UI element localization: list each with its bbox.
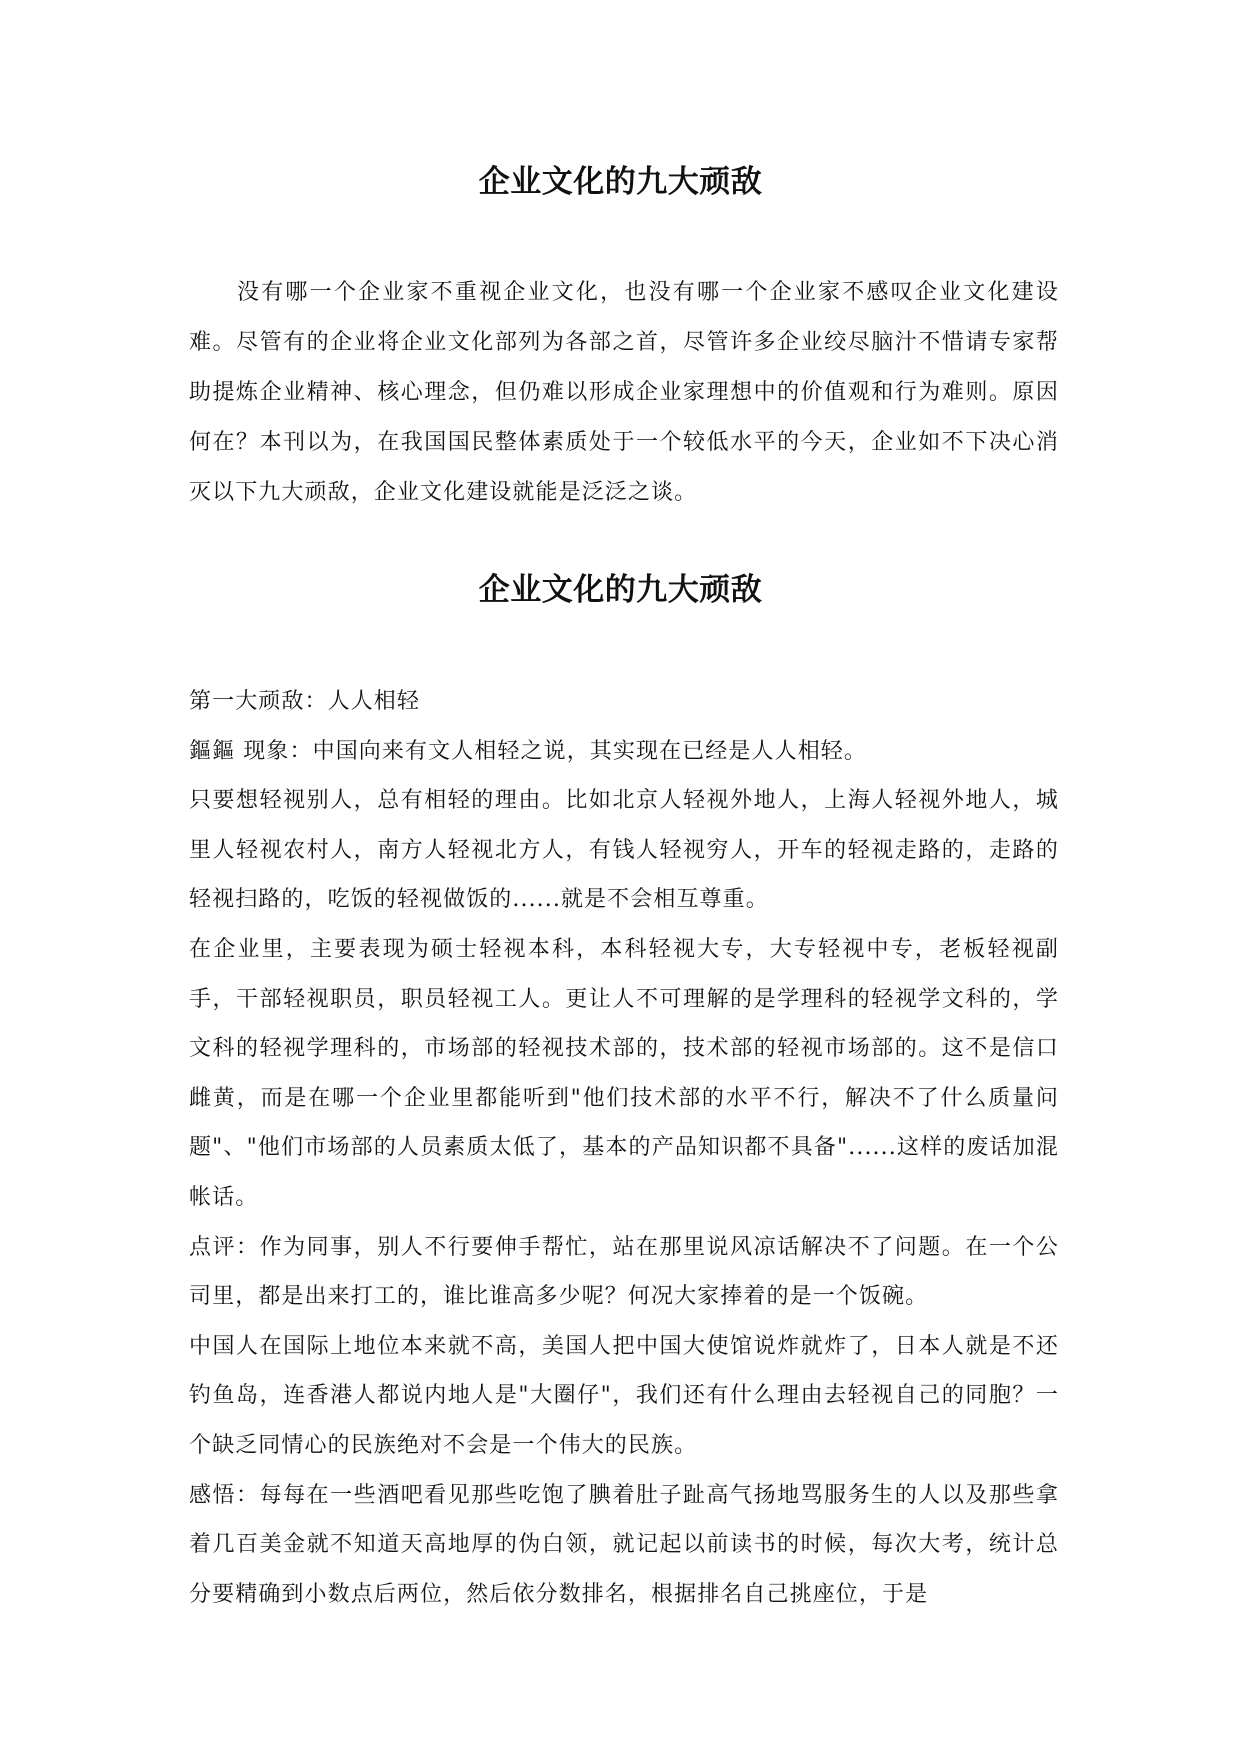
paragraph-enterprise: 在企业里，主要表现为硕士轻视本科，本科轻视大专，大专轻视中专，老板轻视副手，干部轻视职员，职员轻视工人。更让人不可理解的是学理科的轻视学文科的，学文科的轻视学理科的，市场部的轻视技术部的，技术部的轻视市场部的。这不是信口雌黄，而是在哪一个企业里都能听到"他们技术部的水平不行，解决不了什么质量问题"、"他们市场部的人员素质太低了，基本的产品知识都不具备"......这样的废话加混帐话。 [189,936,1059,1210]
body-text [189,677,1059,1619]
paragraph-comment: 点评：作为同事，别人不行要伸手帮忙，站在那里说风凉话解决不了问题。在一个公司里，都是出来打工的，谁比谁高多少呢？何况大家捧着的是一个饭碗。 [189,1234,1059,1310]
page-title: 企业文化的九大顽敌 [478,164,763,200]
paragraph-national: 中国人在国际上地位本来就不高，美国人把中国大使馆说炸就炸了，日本人就是不还钓鱼岛，连香港人都说内地人是"大圈仔"，我们还有什么理由去轻视自己的同胞？一个缺乏同情心的民族绝对不会是一个伟大的民族。 [189,1333,1059,1458]
section-title: 企业文化的九大顽敌 [478,572,763,608]
paragraph-phenomenon: 鏂鏂 现象：中国向来有文人相轻之说，其实现在已经是人人相轻。 [189,738,867,764]
paragraph-reflection: 感悟：每每在一些酒吧看见那些吃饱了腆着肚子趾高气扬地骂服务生的人以及那些拿着几百美金就不知道天高地厚的伪白领，就记起以前读书的时候，每次大考，统计总分要精确到小数点后两位，然后依分数排名，根据排名自己挑座位，于是 [189,1482,1059,1607]
intro-paragraph: 没有哪一个企业家不重视企业文化，也没有哪一个企业家不感叹企业文化建设难。尽管有的企业将企业文化部列为各部之首，尽管许多企业绞尽脑汁不惜请专家帮助提炼企业精神、核心理念，但仍难以形成企业家理想中的价值观和行为难则。原因何在？本刊以为，在我国国民整体素质处于一个较低水平的今天，企业如不下决心消灭以下九大顽敌，企业文化建设就能是泛泛之谈。 [189,280,1059,505]
paragraph-examples: 只要想轻视别人，总有相轻的理由。比如北京人轻视外地人，上海人轻视外地人，城里人轻视农村人，南方人轻视北方人，有钱人轻视穷人，开车的轻视走路的，走路的轻视扫路的，吃饭的轻视做饭的......就是不会相互尊重。 [189,788,1059,913]
paragraph-heading-1: 第一大顽敌：人人相轻 [189,689,421,714]
